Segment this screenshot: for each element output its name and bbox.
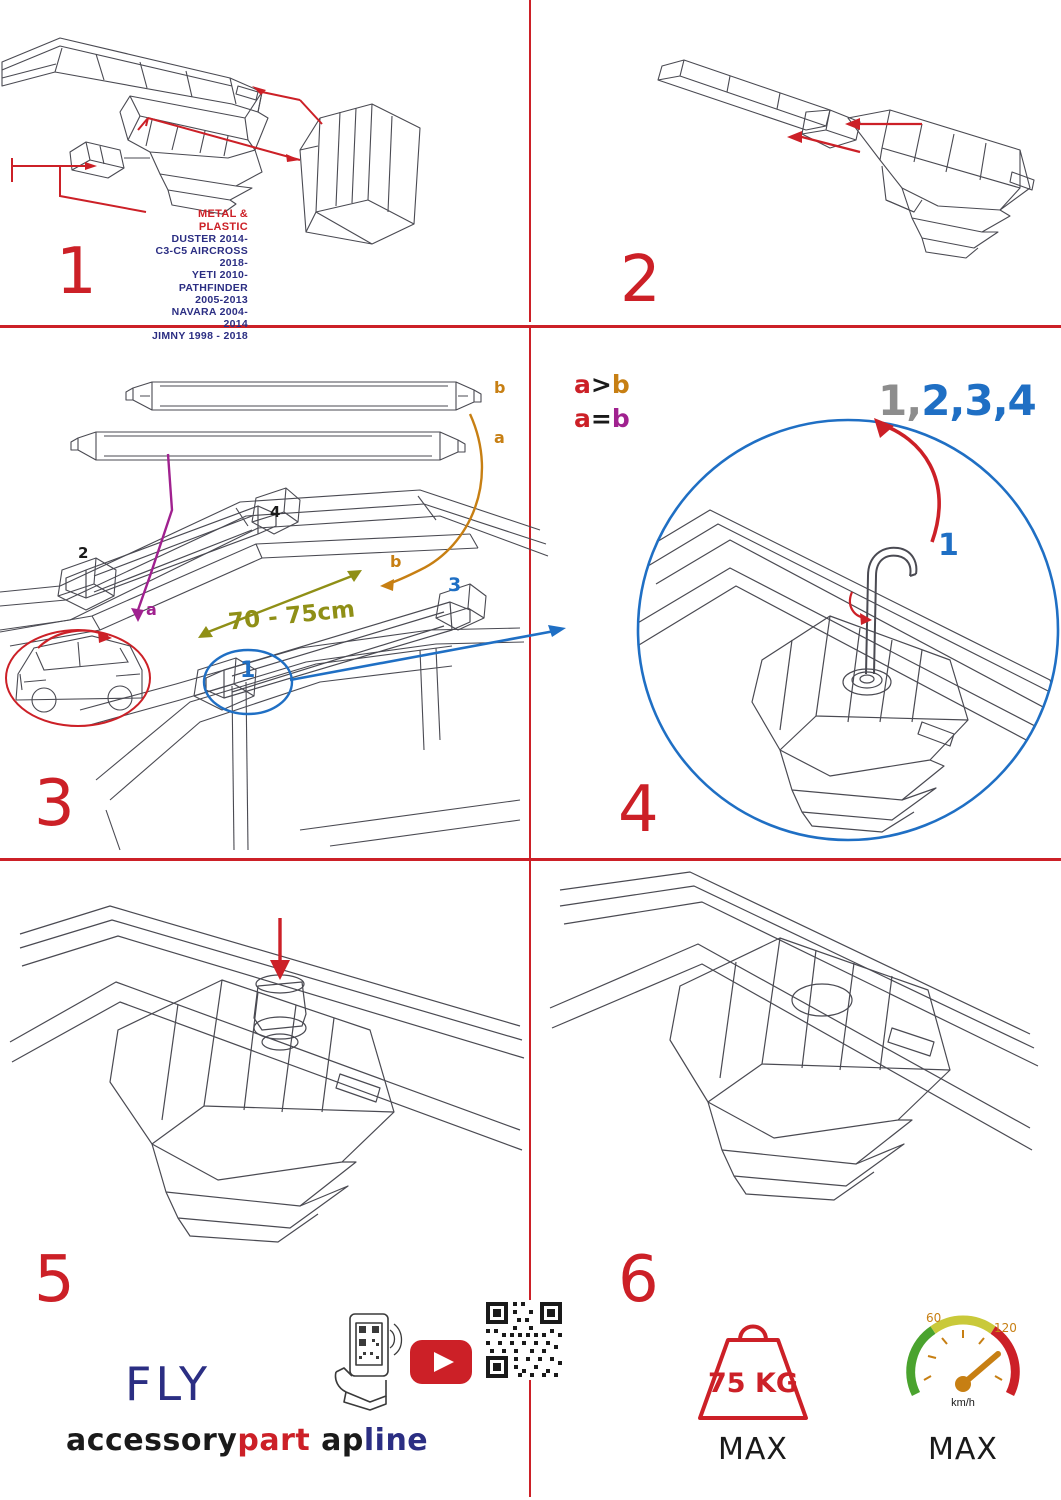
weight-value-text: 75 KG (707, 1368, 799, 1399)
step-number-5: 5 (34, 1243, 75, 1317)
sequence-gray: 1, (878, 376, 922, 425)
foot-label-b: b (390, 552, 402, 571)
step-5-illustration (0, 862, 529, 1262)
compat-item: NAVARA 2004-2014 (171, 305, 248, 330)
brand-fly: FLY (125, 1357, 212, 1411)
weight-limit-icon (688, 1306, 818, 1426)
phone-scan-icon[interactable] (330, 1310, 400, 1410)
speed-max-label: MAX (928, 1432, 998, 1467)
step4-sequence (878, 376, 1036, 425)
bar-label-a: a (494, 428, 505, 447)
ab-line-1: a>b (574, 370, 630, 399)
distance-label: 70 - 75cm (226, 596, 357, 636)
bar-marker-1: 1 (240, 658, 256, 683)
bar-label-b: b (494, 378, 506, 397)
step-2-illustration (530, 0, 1061, 322)
gauge-min-label: 60 (926, 1311, 942, 1325)
compat-item: PATHFINDER 2005-2013 (178, 281, 248, 306)
bar-marker-4: 4 (270, 503, 281, 521)
brand-accessory: accessory (66, 1423, 238, 1458)
step-number-2: 2 (620, 243, 661, 317)
step-number-3: 3 (34, 767, 75, 841)
step4-callout-1: 1 (938, 528, 959, 563)
gauge-max-label: 120 (994, 1321, 1017, 1335)
ab-line-2: a=b (574, 403, 630, 433)
brand-ap: ap (321, 1423, 364, 1458)
bar-marker-2: 2 (78, 544, 89, 562)
speed-unit-text: km/h (951, 1397, 975, 1409)
compat-item: YETI 2010- (191, 269, 248, 282)
brand-part: part (237, 1423, 311, 1458)
weight-max-label: MAX (718, 1432, 788, 1467)
youtube-icon[interactable] (410, 1340, 472, 1384)
sequence-blue: 2,3,4 (921, 376, 1036, 425)
step-number-4: 4 (618, 773, 659, 847)
speed-limit-icon (898, 1296, 1028, 1426)
compat-item: DUSTER 2014- (171, 233, 248, 246)
bar-marker-3: 3 (448, 574, 462, 596)
step-6-illustration (530, 862, 1061, 1262)
compat-item: JIMNY 1998 - 2018 (152, 329, 248, 342)
compat-item: C3-C5 AIRCROSS 2018- (155, 245, 248, 270)
qr-code-icon[interactable] (484, 1300, 564, 1380)
step-number-6: 6 (618, 1243, 659, 1317)
compat-header: METAL & PLASTIC (198, 208, 248, 233)
compat-list-step1 (148, 208, 248, 342)
step-number-1: 1 (56, 235, 97, 309)
brand-tagline (66, 1423, 428, 1458)
foot-label-a: a (146, 600, 157, 619)
brand-line-word: line (363, 1423, 429, 1458)
